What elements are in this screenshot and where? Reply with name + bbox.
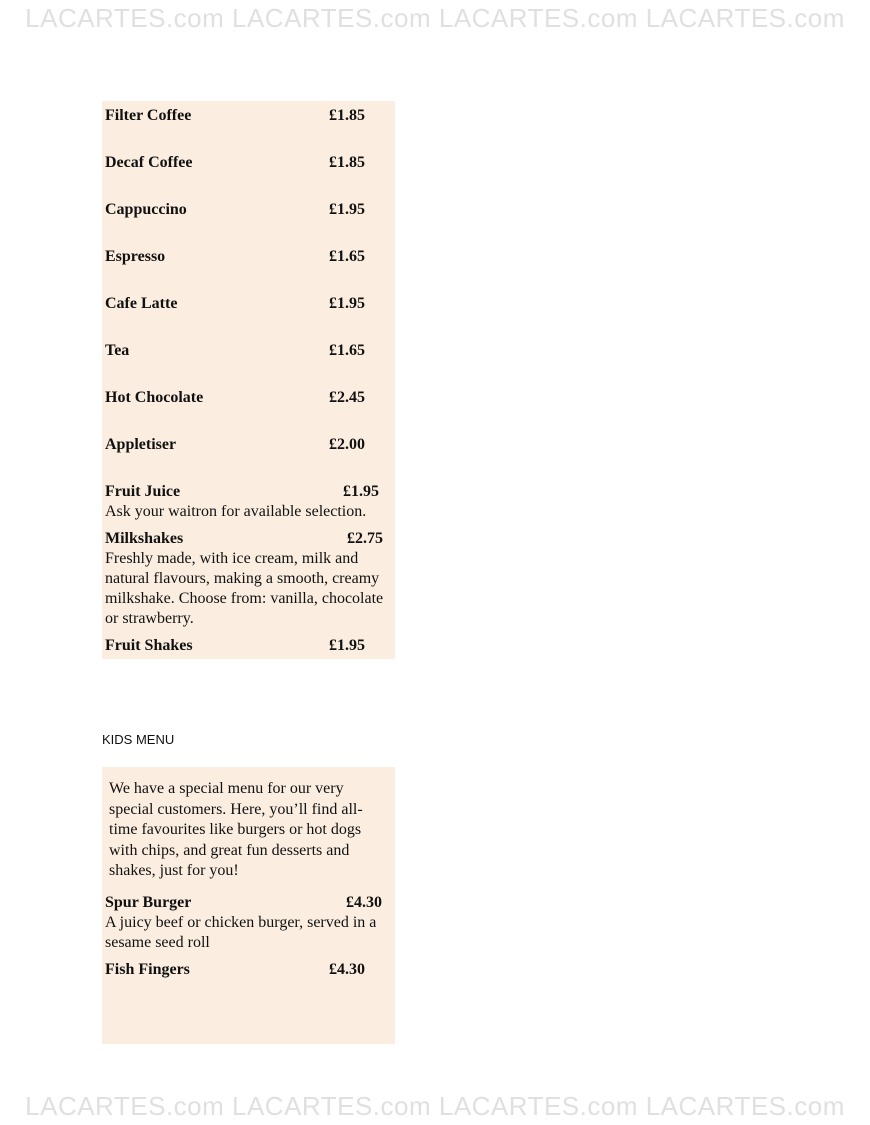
watermark-top: LACARTES.com LACARTES.com LACARTES.com LACARTES.com	[25, 3, 845, 33]
item-name: Milkshakes	[105, 530, 184, 547]
item-price: £1.95	[329, 201, 365, 218]
item-description: Ask your waitron for available selection.	[105, 503, 367, 520]
item-price: £2.00	[329, 436, 365, 453]
menu-item-milkshakes	[105, 529, 387, 629]
item-name: Fruit Shakes	[105, 637, 193, 654]
item-description: Freshly made, with ice cream, milk and natural flavours, making a smooth, creamy milkshake. Choose from: vanilla, chocolate or strawberry.	[105, 550, 384, 627]
item-name: Espresso	[105, 248, 166, 265]
menu-item-spur-burger	[105, 893, 387, 953]
item-price: £1.95	[329, 637, 365, 654]
kids-menu-heading: KIDS MENU	[102, 732, 175, 747]
item-name: Appletiser	[105, 436, 177, 453]
item-price: £2.75	[347, 530, 383, 547]
kids-menu-panel	[102, 767, 395, 1044]
item-name: Spur Burger	[105, 894, 192, 911]
menu-item-cappuccino	[105, 200, 387, 220]
item-price: £4.30	[346, 894, 382, 911]
item-price: £1.95	[343, 483, 379, 500]
item-name: Cafe Latte	[105, 295, 178, 312]
item-price: £1.85	[329, 154, 365, 171]
item-price: £2.45	[329, 389, 365, 406]
item-name: Fruit Juice	[105, 483, 181, 500]
item-name: Filter Coffee	[105, 107, 192, 124]
menu-item-fruit-juice	[105, 482, 387, 522]
item-description: A juicy beef or chicken burger, served in a sesame seed roll	[105, 914, 377, 951]
item-price: £1.65	[329, 248, 365, 265]
menu-item-cafe-latte	[105, 294, 387, 314]
item-price: £1.85	[329, 107, 365, 124]
menu-item-appletiser	[105, 435, 387, 455]
menu-item-decaf-coffee	[105, 153, 387, 173]
drinks-menu-panel	[102, 101, 395, 659]
item-name: Decaf Coffee	[105, 154, 193, 171]
item-name: Fish Fingers	[105, 961, 190, 978]
menu-item-hot-chocolate	[105, 388, 387, 408]
menu-item-espresso	[105, 247, 387, 267]
item-price: £1.65	[329, 342, 365, 359]
kids-menu-intro: We have a special menu for our very special customers. Here, you’ll find all-time favourites like burgers or hot dogs with chips, and great fun desserts and shakes, just for you!	[109, 780, 363, 879]
item-price: £4.30	[329, 961, 365, 978]
menu-item-tea	[105, 341, 387, 361]
item-name: Cappuccino	[105, 201, 187, 218]
watermark-bottom: LACARTES.com LACARTES.com LACARTES.com LACARTES.com	[25, 1091, 845, 1121]
menu-item-fruit-shakes	[105, 636, 387, 656]
item-price: £1.95	[329, 295, 365, 312]
menu-item-fish-fingers	[105, 960, 387, 980]
menu-item-filter-coffee	[105, 106, 387, 126]
item-name: Hot Chocolate	[105, 389, 204, 406]
item-name: Tea	[105, 342, 130, 359]
